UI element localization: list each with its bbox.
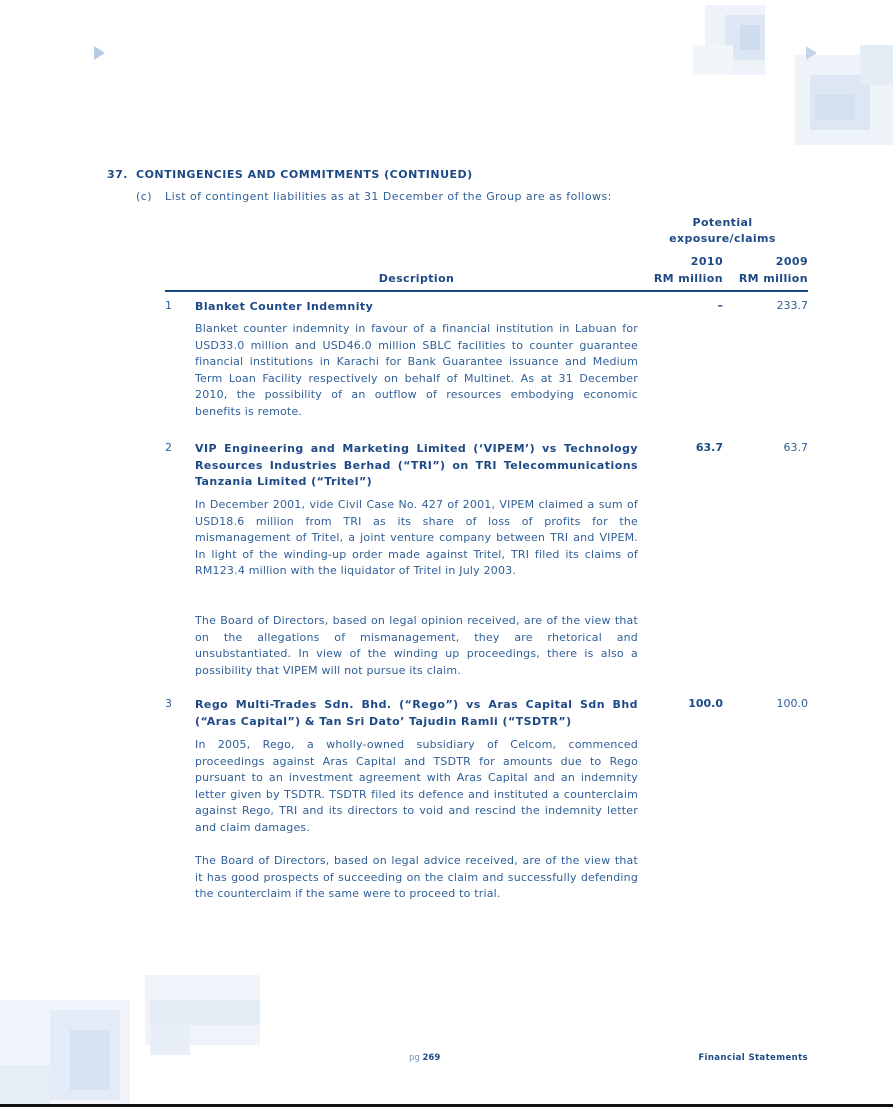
header-2010-year: 2010	[690, 255, 723, 268]
header-rule	[165, 290, 808, 292]
section-title-text: CONTINGENCIES AND COMMITMENTS (CONTINUED)	[136, 168, 473, 181]
header-group-line2: exposure/claims	[669, 232, 776, 245]
section-number: 37.	[107, 168, 128, 181]
subsection-text: List of contingent liabilities as at 31 December of the Group are as follows:	[165, 190, 612, 203]
decorative-arrow-right-icon	[806, 46, 817, 60]
item-number: 3	[165, 697, 172, 710]
item-number: 1	[165, 299, 172, 312]
item-number: 2	[165, 441, 172, 454]
header-group-potential-exposure	[640, 215, 805, 247]
item-paragraph: The Board of Directors, based on legal opinion received, are of the view that on the allegations of mismanagement, they are rhetorical and unsubstantiated. In view of the winding up proceedings, there is also a possibility that VIPEM will not pursue its claim.	[195, 614, 638, 677]
page-prefix: pg	[409, 1053, 420, 1063]
value-2009: 100.0	[776, 697, 808, 710]
header-group-line1: Potential	[692, 216, 753, 229]
item-title: VIP Engineering and Marketing Limited (‘VIPEM’) vs Technology Resources Industries Berhad (“TRI”) on TRI Telecommunications Tanzania Limited (“Tritel”)	[195, 442, 638, 488]
value-2010: 63.7	[695, 441, 723, 454]
value-2009: 63.7	[783, 441, 808, 454]
item-paragraph: Blanket counter indemnity in favour of a financial institution in Labuan for USD33.0 million and USD46.0 million SBLC facilities to counter guarantee financial institutions in Karachi for Bank Guarantee issuance and Medium Term Loan Facility respectively on behalf of Multinet. As at 31 December 2010, the possibility of an outflow of resources embodying economic benefits is remote.	[195, 322, 638, 418]
subsection-label: (c)	[136, 190, 152, 203]
header-2009-unit: RM million	[738, 272, 808, 285]
header-description: Description	[378, 272, 455, 285]
item-paragraph: In 2005, Rego, a wholly-owned subsidiary of Celcom, commenced proceedings against Aras Capital and TSDTR for amounts due to Rego pursuant to an investment agreement with Aras Capital and an indemnity letter given by TSDTR. TSDTR filed its defence and instituted a counterclaim against Rego, TRI and its directors to void and rescind the indemnity letter and claim damages.	[195, 738, 638, 834]
page-number-value: 269	[422, 1053, 441, 1063]
item-title: Rego Multi-Trades Sdn. Bhd. (“Rego”) vs Aras Capital Sdn Bhd (“Aras Capital”) & Tan Sri Dato’ Tajudin Ramli (“TSDTR”)	[195, 698, 638, 728]
subsection-intro	[136, 190, 612, 203]
value-2010: 100.0	[688, 697, 723, 710]
item-paragraph: In December 2001, vide Civil Case No. 427 of 2001, VIPEM claimed a sum of USD18.6 million from TRI as its share of loss of profits for the mismanagement of Tritel, a joint venture company between TRI and VIPEM. In light of the winding-up order made against Tritel, TRI filed its claims of RM123.4 million with the liquidator of Tritel in July 2003.	[195, 498, 638, 577]
value-2009: 233.7	[776, 299, 808, 312]
section-title	[107, 168, 473, 181]
footer-section-name: Financial Statements	[698, 1053, 808, 1063]
page-number	[409, 1053, 440, 1063]
value-2010: –	[717, 299, 723, 312]
header-2010-unit: RM million	[653, 272, 723, 285]
header-2009-year: 2009	[775, 255, 808, 268]
item-paragraph: The Board of Directors, based on legal advice received, are of the view that it has good prospects of succeeding on the claim and successfully defending the counterclaim if the same were to proceed to trial.	[195, 854, 638, 900]
decorative-arrow-left-icon	[94, 46, 105, 60]
item-title: Blanket Counter Indemnity	[195, 300, 374, 313]
